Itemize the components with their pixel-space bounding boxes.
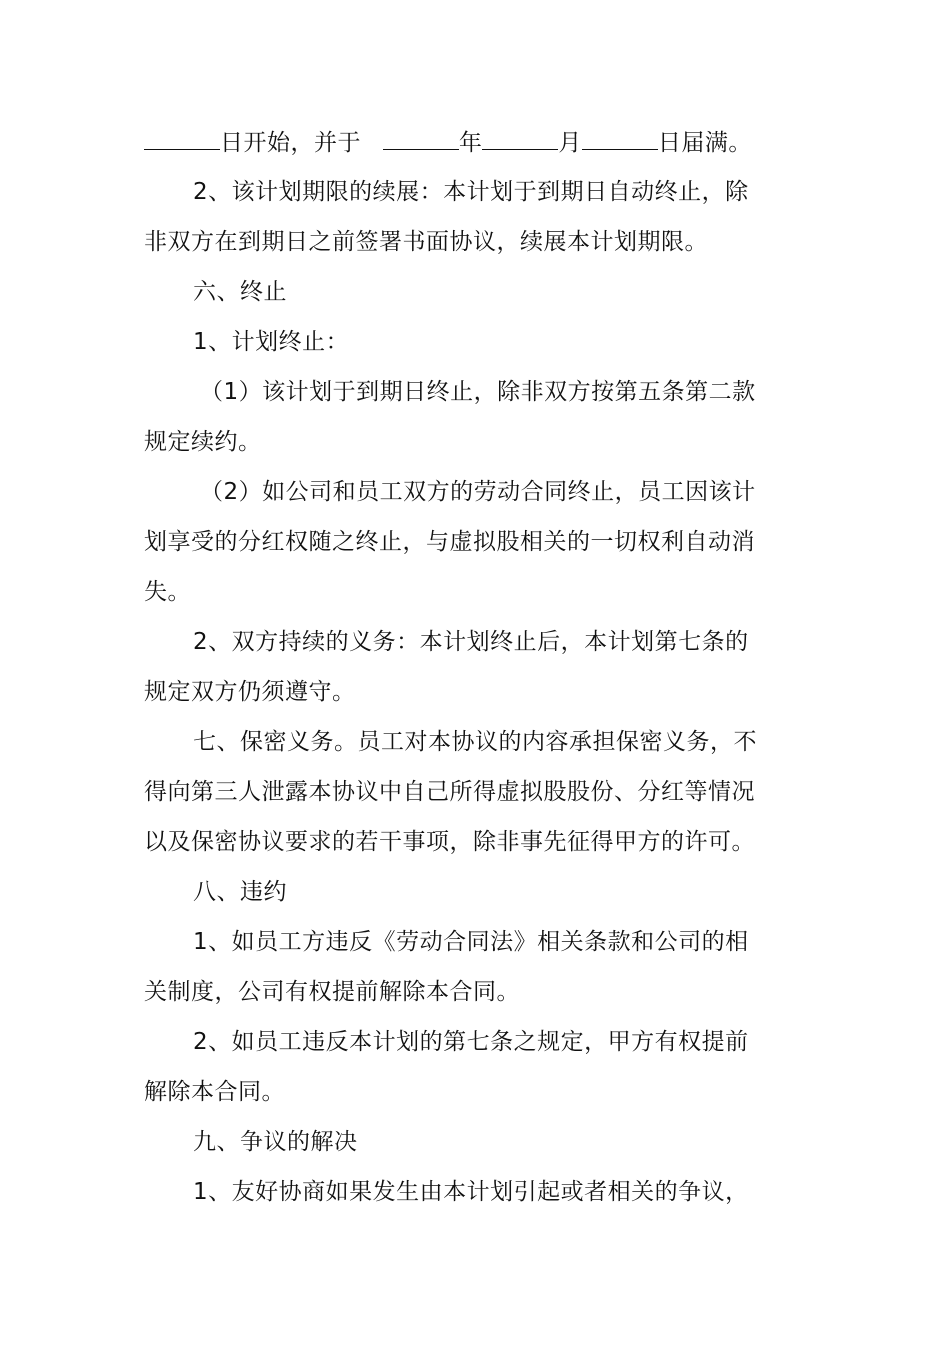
paragraph-line: 以及保密协议要求的若干事项，除非事先征得甲方的许可。 — [144, 829, 755, 855]
blank-end-month — [482, 127, 558, 150]
text-start: 日开始，并于 — [220, 130, 361, 156]
paragraph-line: 规定双方仍须遵守。 — [144, 679, 356, 705]
paragraph-line: 1、友好协商如果发生由本计划引起或者相关的争议， — [193, 1179, 749, 1205]
paragraph-line: （1）该计划于到期日终止，除非双方按第五条第二款 — [200, 379, 756, 405]
blank-start-day — [144, 127, 220, 150]
paragraph-line: 1、计划终止： — [193, 329, 350, 355]
paragraph-line: 解除本合同。 — [144, 1079, 285, 1105]
paragraph-line: 2、如员工违反本计划的第七条之规定，甲方有权提前 — [193, 1029, 749, 1055]
paragraph-line: 划享受的分红权随之终止，与虚拟股相关的一切权利自动消 — [144, 529, 755, 555]
text-expire: 日届满。 — [657, 130, 752, 156]
paragraph-line: 1、如员工方违反《劳动合同法》相关条款和公司的相 — [193, 929, 749, 955]
section-heading: 六、终止 — [193, 279, 287, 305]
term-end-line — [144, 127, 784, 158]
section-heading: 九、争议的解决 — [193, 1129, 358, 1155]
paragraph-line: （2）如公司和员工双方的劳动合同终止，员工因该计 — [200, 479, 756, 505]
text-month: 月 — [558, 130, 582, 156]
paragraph-line: 规定续约。 — [144, 429, 262, 455]
text-year: 年 — [458, 130, 483, 156]
blank-end-day — [582, 127, 658, 150]
section-heading: 八、违约 — [193, 879, 287, 905]
paragraph-line: 非双方在到期日之前签署书面协议，续展本计划期限。 — [144, 229, 708, 255]
paragraph-line: 七、保密义务。员工对本协议的内容承担保密义务，不 — [193, 729, 757, 755]
paragraph-line: 得向第三人泄露本协议中自己所得虚拟股股份、分红等情况 — [144, 779, 755, 805]
blank-end-year — [383, 127, 459, 150]
paragraph-line: 失。 — [144, 579, 191, 605]
paragraph-line: 2、该计划期限的续展：本计划于到期日自动终止，除 — [193, 179, 749, 205]
paragraph-line: 2、双方持续的义务：本计划终止后，本计划第七条的 — [193, 629, 749, 655]
paragraph-line: 关制度，公司有权提前解除本合同。 — [144, 979, 520, 1005]
